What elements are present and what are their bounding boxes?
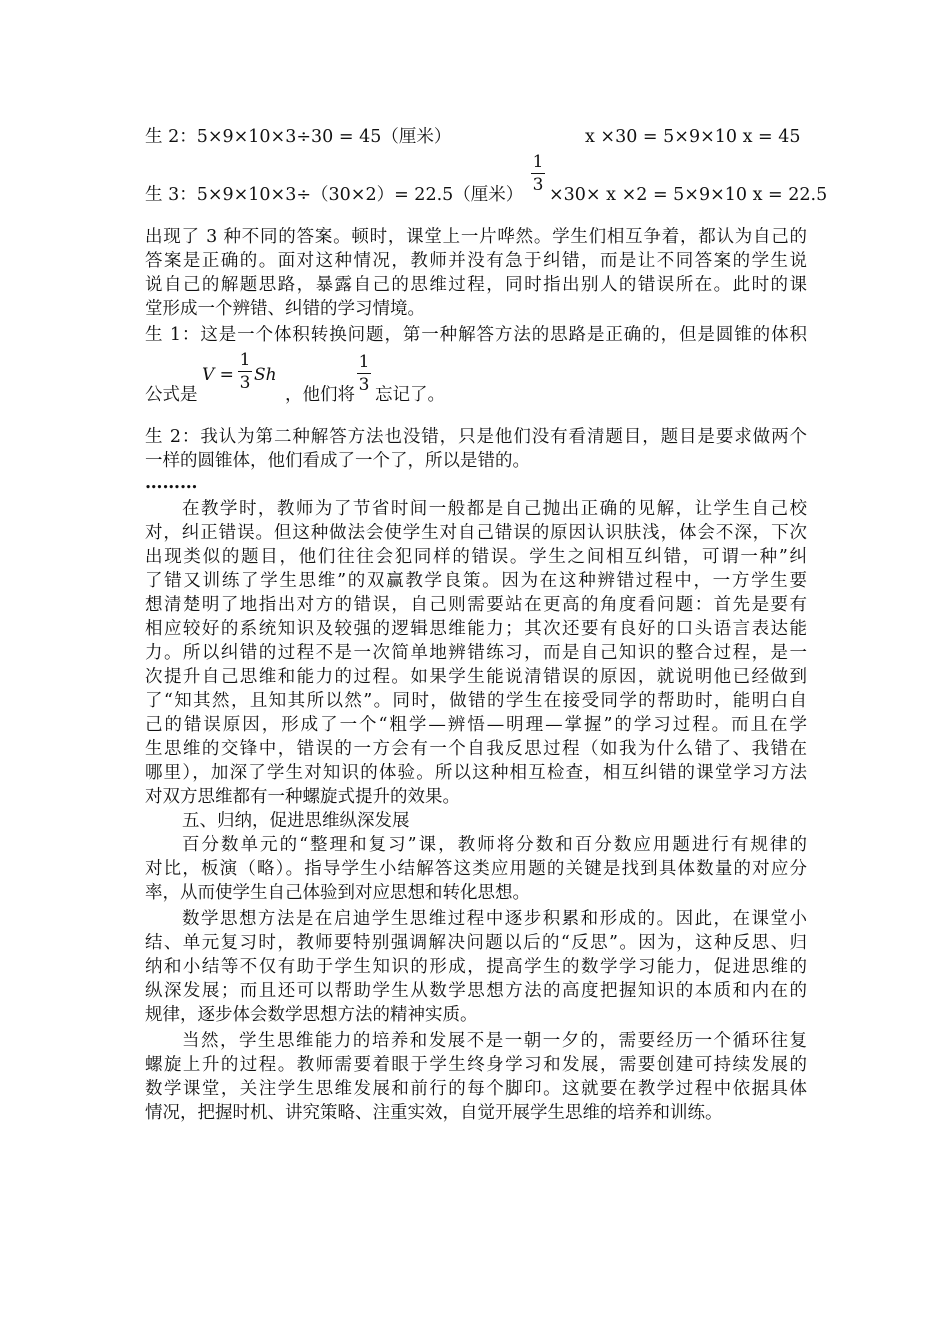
paragraph-line: 次提升自己思维和能力的过程。如果学生能说清错误的原因，就说明他已经做到 [145,667,807,687]
paragraph-line: 了“知其然，且知其所以然”。同时，做错的学生在接受同学的帮助时，能明白自 [145,691,807,711]
paragraph-line: 己的错误原因，形成了一个“粗学—辨悟—明理—掌握”的学习过程。而且在学 [145,715,807,735]
cone-volume-formula-sh: Sh [254,365,277,385]
formula-suffix: 忘记了。 [375,385,445,405]
student2b-line: 一样的圆锥体，他们看成了一个了，所以是错的。 [145,451,530,471]
paragraph-line: 相应较好的系统知识及较强的逻辑思维能力；其次还要有良好的口头语言表达能 [145,619,807,639]
fraction-bar [238,371,252,372]
student3-equation: 生 3：5×9×10×3÷（30×2）= 22.5（厘米） [145,185,524,205]
paragraph-line: 在教学时，教师为了节省时间一般都是自己抛出正确的见解，让学生自己校 [182,499,807,519]
paragraph-line: 力。所以纠错的过程不是一次简单地辨错练习，而是自己知识的整合过程，是一 [145,643,807,663]
paragraph-line: 出现类似的题目，他们往往会犯同样的错误。学生之间相互纠错，可谓一种”纠 [145,547,807,567]
student2-equation: 生 2：5×9×10×3÷30 = 45（厘米） [145,127,452,147]
paragraph-line: 哪里），加深了学生对知识的体验。所以这种相互检查，相互纠错的课堂学习方法 [145,763,807,783]
paragraph-line: 百分数单元的“整理和复习”课，教师将分数和百分数应用题进行有规律的 [182,835,807,855]
paragraph-line: 螺旋上升的过程。教师需要着眼于学生终身学习和发展，需要创建可持续发展的 [145,1055,807,1075]
formula-fraction [237,350,253,393]
paragraph-line: 当然，学生思维能力的培养和发展不是一朝一夕的，需要经历一个循环往复 [182,1031,807,1051]
paragraph-line: 率，从而使学生自己体验到对应思想和转化思想。 [145,883,530,903]
paragraph-line: 数学课堂，关注学生思维发展和前行的每个脚印。这就要在教学过程中依据具体 [145,1079,807,1099]
section-heading: 五、归纳，促进思维纵深发展 [182,811,410,831]
formula-middle-text: ，他们将 [285,385,355,405]
student2-alt-equation: x ×30 = 5×9×10 x = 45 [585,127,801,147]
paragraph-line: 情况，把握时机、讲究策略、注重实效，自觉开展学生思维的培养和训练。 [145,1103,723,1123]
cone-volume-formula-v: V = [202,365,234,385]
paragraph-line: 生思维的交锋中，错误的一方会有一个自我反思过程（如我为什么错了、我错在 [145,739,807,759]
paragraph-line: 结、单元复习时，教师要特别强调解决问题以后的“反思”。因为，这种反思、归 [145,933,807,953]
fraction-denominator: 3 [239,373,251,393]
paragraph-line: 规律，逐步体会数学思想方法的精神实质。 [145,1005,478,1025]
paragraph-line: 了错又训练了学生思维”的双赢教学良策。因为在这种辨错过程中，一方学生要 [145,571,807,591]
paragraph-line: 数学思想方法是在启迪学生思维过程中逐步积累和形成的。因此，在课堂小 [182,909,807,929]
fraction-bar [357,373,371,374]
paragraph-line: 想清楚明了地指出对方的错误，自己则需要站在更高的角度看问题：首先是要有 [145,595,807,615]
fraction-bar [531,173,545,174]
paragraph-line: 答案是正确的。面对这种情况，教师并没有急于纠错，而是让不同答案的学生说 [145,251,807,271]
paragraph-line: 对，纠正错误。但这种做法会使学生对自己错误的原因认识肤浅，体会不深，下次 [145,523,807,543]
paragraph-line: 纳和小结等不仅有助于学生知识的形成，提高学生的数学学习能力，促进思维的 [145,957,807,977]
paragraph-line: 说自己的解题思路，暴露自己的思维过程，同时指出别人的错误所在。此时的课 [145,275,807,295]
student3-alt-equation: ×30× x ×2 = 5×9×10 x = 22.5 [549,185,828,205]
paragraph-line: 出现了 3 种不同的答案。顿时，课堂上一片哗然。学生们相互争着，都认为自己的 [145,227,807,247]
paragraph-line: 纵深发展；而且还可以帮助学生从数学思想方法的高度把握知识的本质和内在的 [145,981,807,1001]
paragraph-line: 对比，板演（略）。指导学生小结解答这类应用题的关键是找到具体数量的对应分 [145,859,807,879]
fraction-numerator: 1 [358,352,370,372]
fraction-denominator: 3 [532,175,544,195]
formula-prefix: 公式是 [145,385,198,405]
fraction-numerator: 1 [532,152,544,172]
fraction-numerator: 1 [239,350,251,370]
student1-line: 生 1：这是一个体积转换问题，第一种解答方法的思路是正确的，但是圆锥的体积 [145,325,807,345]
ellipsis: ……… [145,473,198,493]
fraction-denominator: 3 [358,375,370,395]
fraction-one-third-inline [356,352,372,395]
paragraph-line: 对双方思维都有一种螺旋式提升的效果。 [145,787,460,807]
student2b-line: 生 2：我认为第二种解答方法也没错，只是他们没有看清题目，题目是要求做两个 [145,427,807,447]
fraction-one-third [530,152,546,195]
paragraph-line: 堂形成一个辨错、纠错的学习情境。 [145,299,425,319]
